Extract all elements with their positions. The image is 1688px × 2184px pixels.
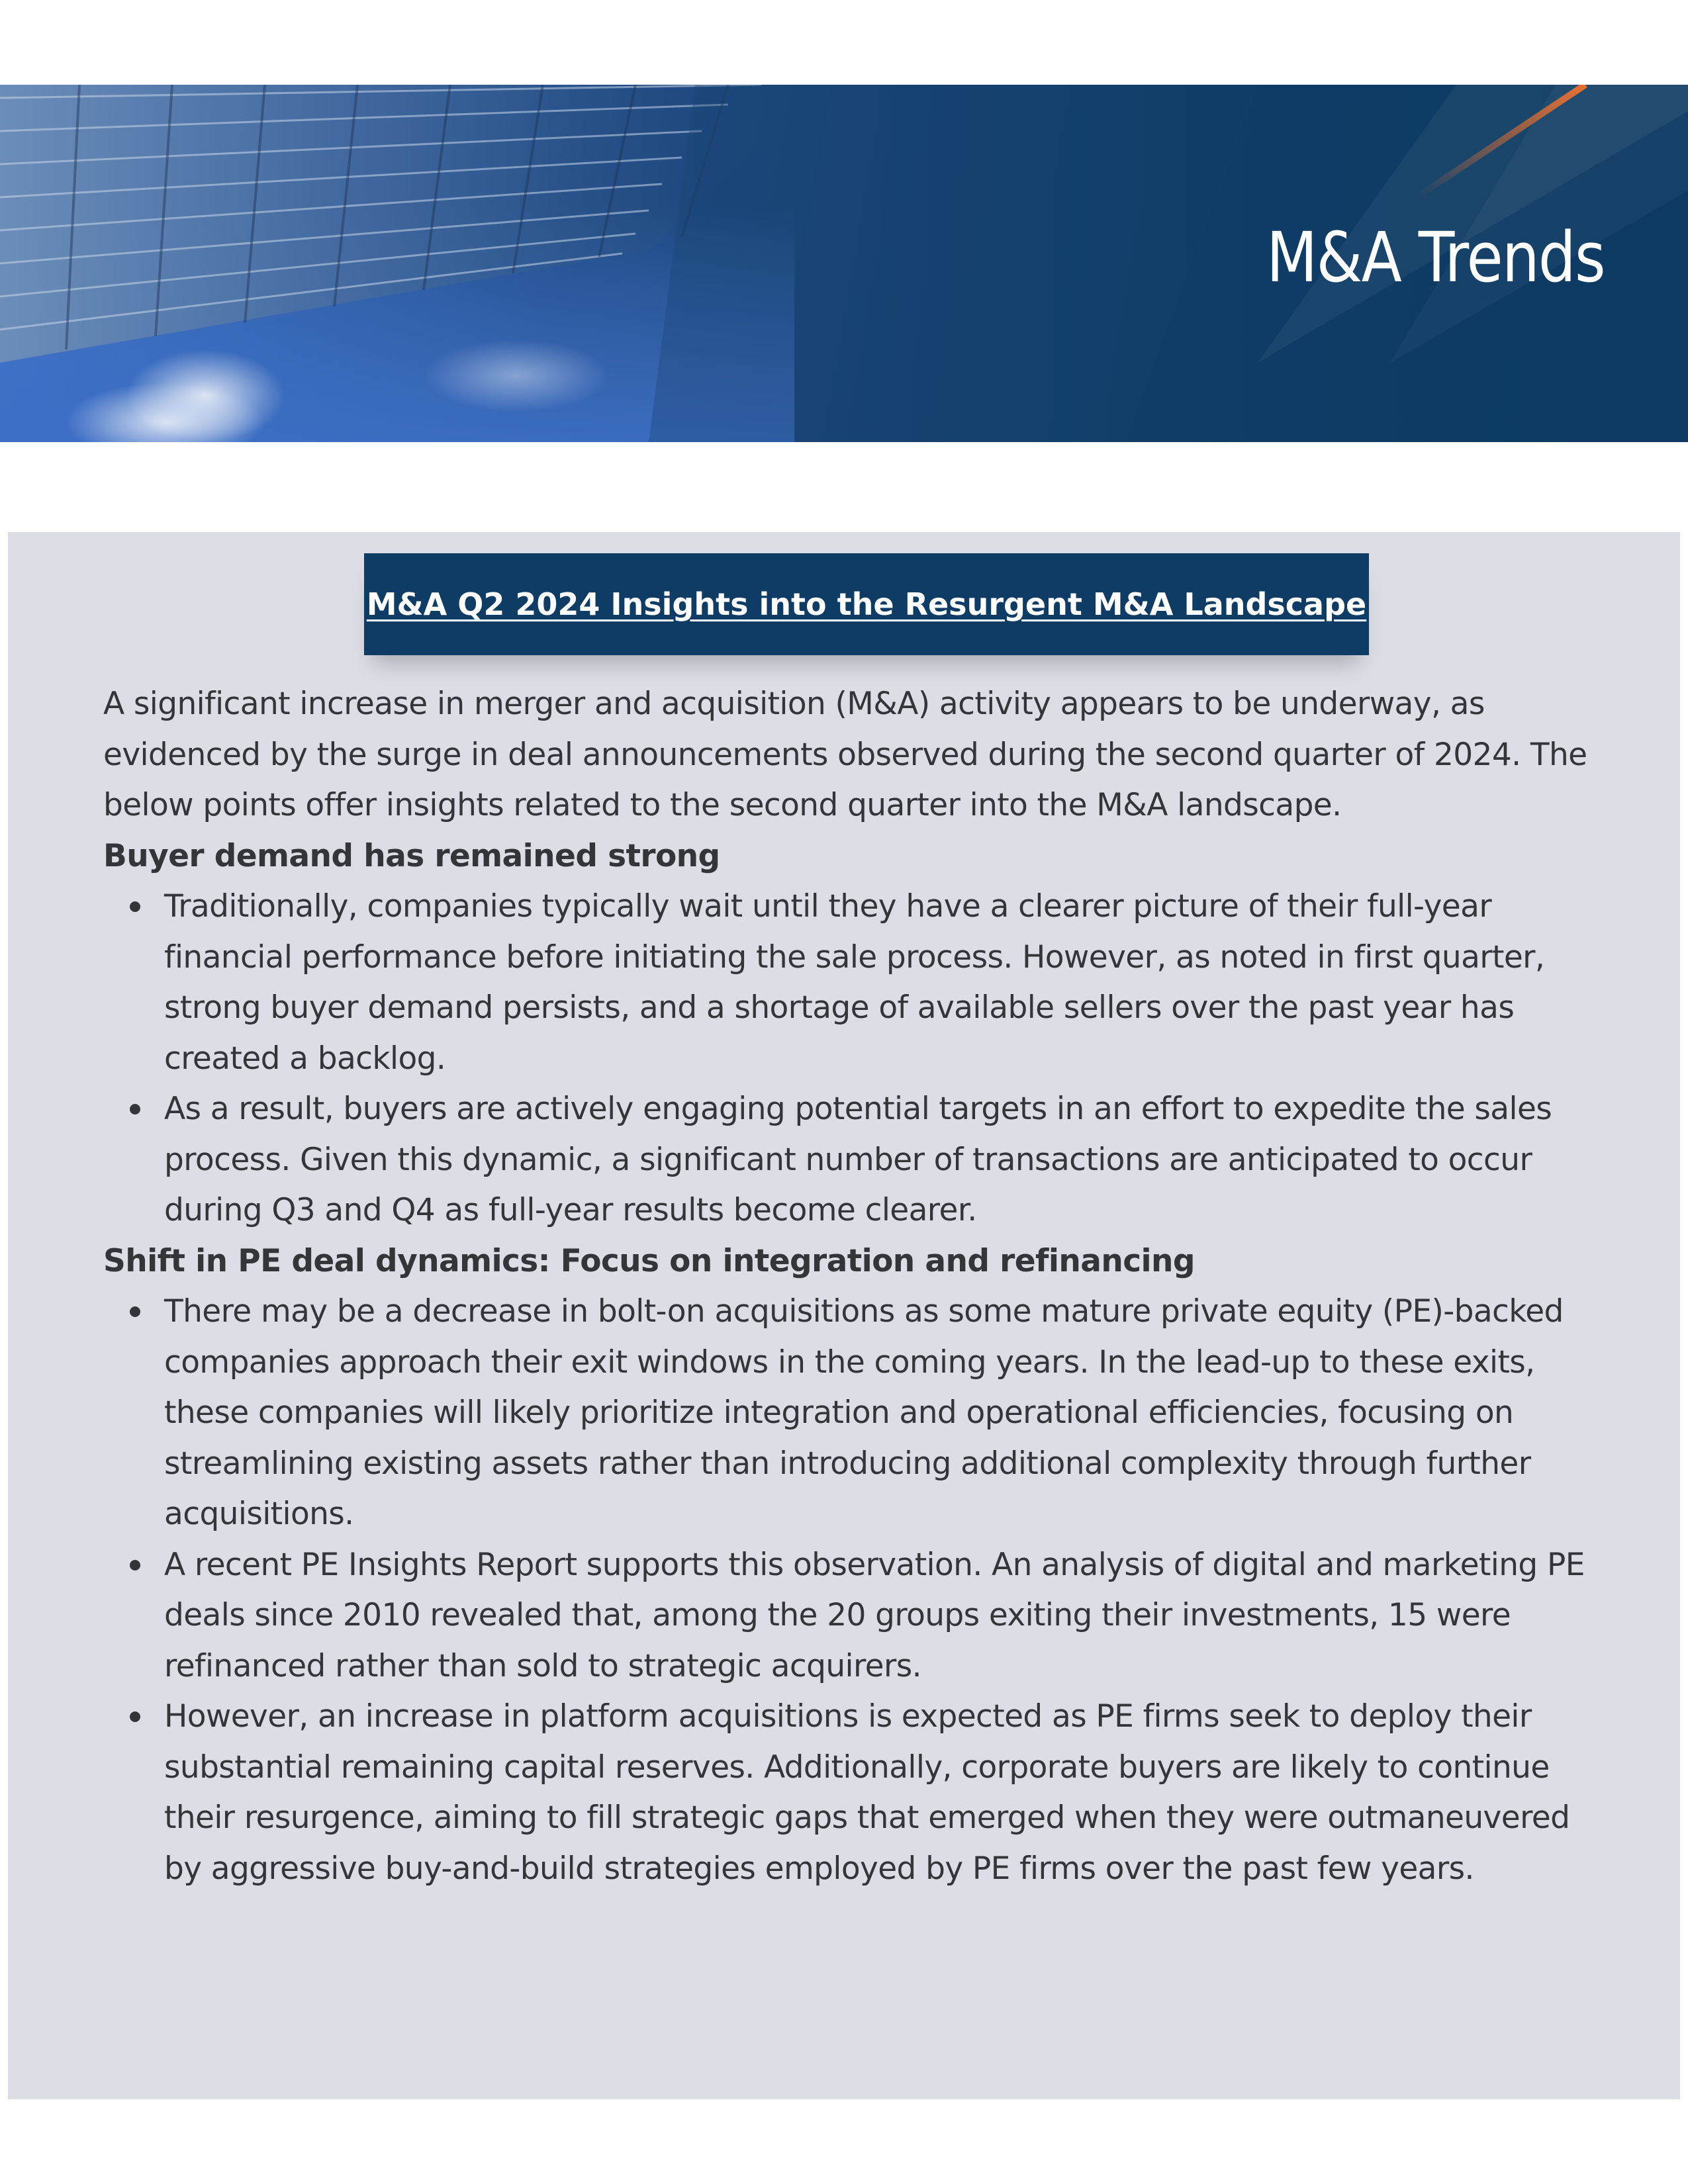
page-title: M&A Trends bbox=[1266, 217, 1605, 298]
bullet-icon bbox=[130, 1104, 140, 1115]
bullet-icon bbox=[130, 1711, 140, 1722]
list-item bbox=[103, 882, 1606, 1084]
intro-paragraph: A significant increase in merger and acquisition (M&A) activity appears to be underway, as evidenced by the surge in deal announcements observed during the second quarter of 2024. The below points offer insights related to the second quarter into the M&A landscape. bbox=[103, 686, 1587, 823]
article-body bbox=[103, 679, 1606, 1894]
list-item-text: However, an increase in platform acquisitions is expected as PE firms seek to deploy their substantial remaining capital reserves. Additionally, corporate buyers are likely to continue their resurgence, aiming to fill strategic gaps that emerged when they were outmaneuvered by aggressive buy-and-build strategies employed by PE firms over the past few years. bbox=[164, 1698, 1570, 1887]
bullet-list-buyer-demand bbox=[103, 882, 1606, 1236]
bullet-icon bbox=[130, 901, 140, 912]
list-item bbox=[103, 1287, 1606, 1540]
bullet-list-pe-dynamics bbox=[103, 1287, 1606, 1894]
list-item-text: As a result, buyers are actively engaging potential targets in an effort to expedite the sales process. Given this dynamic, a significant number of transactions are anticipated to occur during Q3 and Q4 as full-year results become clearer. bbox=[164, 1091, 1552, 1228]
content-panel bbox=[8, 532, 1680, 2099]
list-item bbox=[103, 1540, 1606, 1692]
bullet-icon bbox=[130, 1306, 140, 1317]
subheading-pe-dynamics: Shift in PE deal dynamics: Focus on integration and refinancing bbox=[103, 1242, 1195, 1279]
section-title-link[interactable]: M&A Q2 2024 Insights into the Resurgent M&A Landscape bbox=[366, 586, 1367, 622]
list-item bbox=[103, 1692, 1606, 1894]
list-item-text: Traditionally, companies typically wait until they have a clearer picture of their full-year financial performance before initiating the sale process. However, as noted in first quarter, strong buyer demand persists, and a shortage of available sellers over the past year has created a backlog. bbox=[164, 888, 1545, 1077]
list-item-text: There may be a decrease in bolt-on acquisitions as some mature private equity (PE)-backed companies approach their exit windows in the coming years. In the lead-up to these exits, these companies will likely prioritize integration and operational efficiencies, focusing on streamlining existing assets rather than introducing additional complexity through further acquisitions. bbox=[164, 1293, 1564, 1532]
bullet-icon bbox=[130, 1560, 140, 1570]
list-item-text: A recent PE Insights Report supports this observation. An analysis of digital and marketing PE deals since 2010 revealed that, among the 20 groups exiting their investments, 15 were refinanced rather than sold to strategic acquirers. bbox=[164, 1546, 1585, 1684]
section-header-box bbox=[364, 553, 1369, 655]
list-item bbox=[103, 1084, 1606, 1236]
subheading-buyer-demand: Buyer demand has remained strong bbox=[103, 837, 720, 874]
header-banner bbox=[0, 85, 1688, 442]
